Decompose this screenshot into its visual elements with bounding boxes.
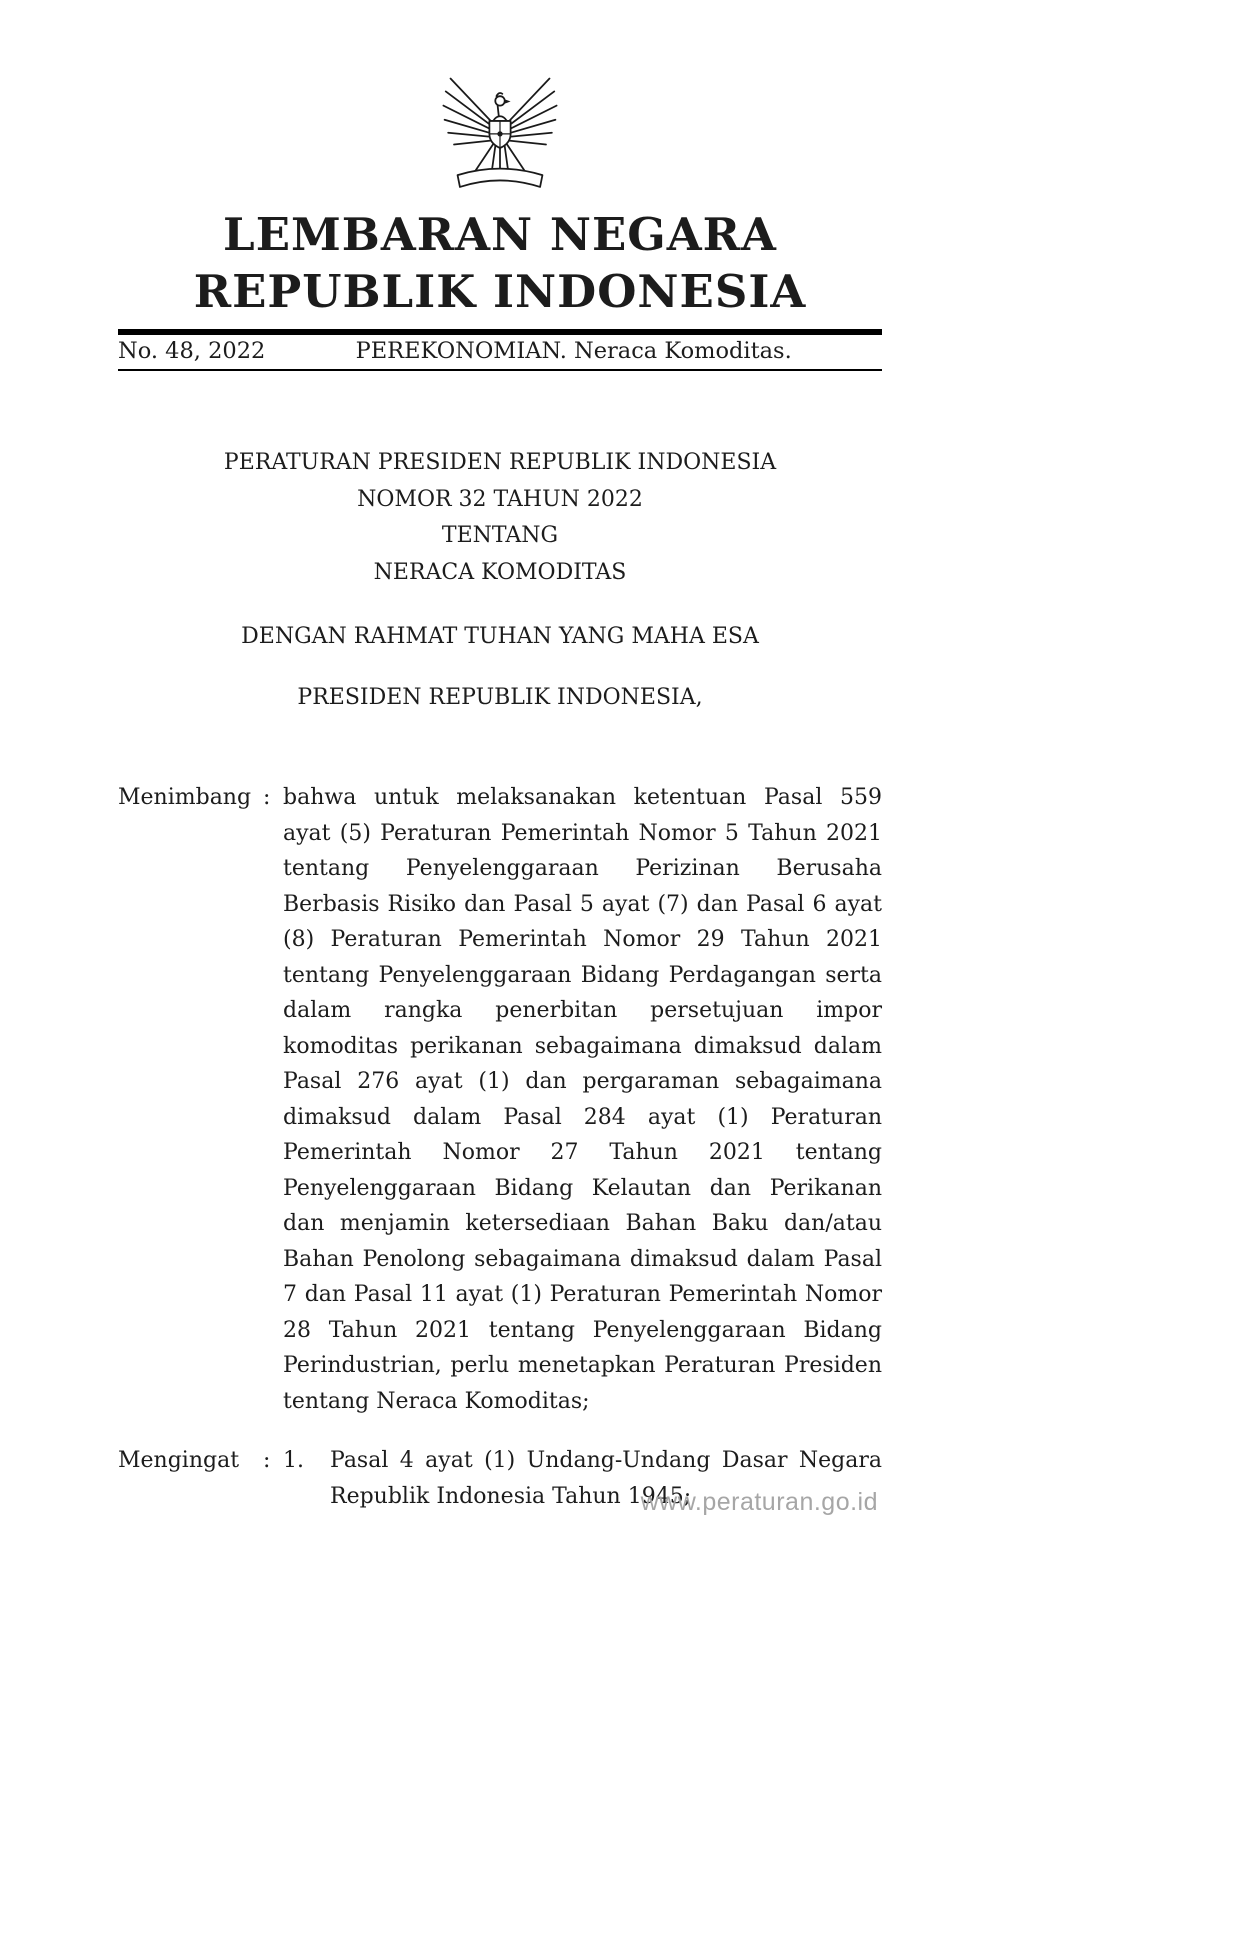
mengingat-item-1-number: 1. — [283, 1448, 304, 1473]
invocation-line: DENGAN RAHMAT TUHAN YANG MAHA ESA — [241, 624, 759, 649]
clause-mengingat-label: Mengingat — [118, 1448, 240, 1473]
issue-line — [118, 335, 882, 369]
clause-menimbang-colon: : — [263, 785, 271, 810]
mengingat-item-1-text: Pasal 4 ayat (1) Undang-Undang Dasar Negara Republik Indonesia Tahun 1945; — [330, 1448, 882, 1509]
masthead-line-1: LEMBARAN NEGARA — [223, 208, 777, 261]
regulation-title-line-3: TENTANG — [441, 523, 559, 548]
issue-subject: PEREKONOMIAN. Neraca Komoditas. — [355, 338, 792, 364]
regulation-title-line-1: PERATURAN PRESIDEN REPUBLIK INDONESIA — [223, 450, 777, 475]
clause-menimbang-text: bahwa untuk melaksanakan ketentuan Pasal 559 ayat (5) Peraturan Pemerintah Nomor 5 Tahun 2021 tentang Penyelenggaraan Perizinan Berusaha Berbasis Risiko dan Pasal 5 ayat (7) dan Pasal 6 ayat (8) Peraturan Pemerintah Nomor 29 Tahun 2021 tentang Penyelenggaraan Bidang Perdagangan serta dalam rangka penerbitan persetujuan impor komoditas perikanan sebagaimana dimaksud dalam Pasal 276 ayat (1) dan pergaraman sebagaimana dimaksud dalam Pasal 284 ayat (1) Peraturan Pemerintah Nomor 27 Tahun 2021 tentang Penyelenggaraan Bidang Kelautan dan Perikanan dan menjamin ketersediaan Bahan Baku dan/atau Bahan Penolong sebagaimana dimaksud dalam Pasal 7 dan Pasal 11 ayat (1) Peraturan Pemerintah Nomor 28 Tahun 2021 tentang Penyelenggaraan Bidang Perindustrian, perlu menetapkan Peraturan Presiden tentang Neraca Komoditas; — [283, 785, 882, 1414]
clause-menimbang-label: Menimbang — [118, 785, 252, 810]
issuer-line: PRESIDEN REPUBLIK INDONESIA, — [297, 685, 703, 710]
masthead-line-2: REPUBLIK INDONESIA — [193, 265, 807, 318]
watermark-url: www.peraturan.go.id — [640, 1488, 878, 1516]
issue-number: No. 48, 2022 — [118, 338, 266, 364]
clause-menimbang — [118, 780, 882, 1419]
clause-mengingat-colon: : — [263, 1448, 271, 1473]
garuda-pancasila-emblem — [441, 62, 559, 194]
masthead-rule-thin — [118, 369, 882, 371]
regulation-title-line-2: NOMOR 32 TAHUN 2022 — [357, 486, 643, 512]
regulation-title-line-4: NERACA KOMODITAS — [373, 559, 627, 585]
regulation-title — [118, 445, 882, 591]
document-page — [118, 0, 882, 1950]
masthead-title — [118, 206, 882, 320]
